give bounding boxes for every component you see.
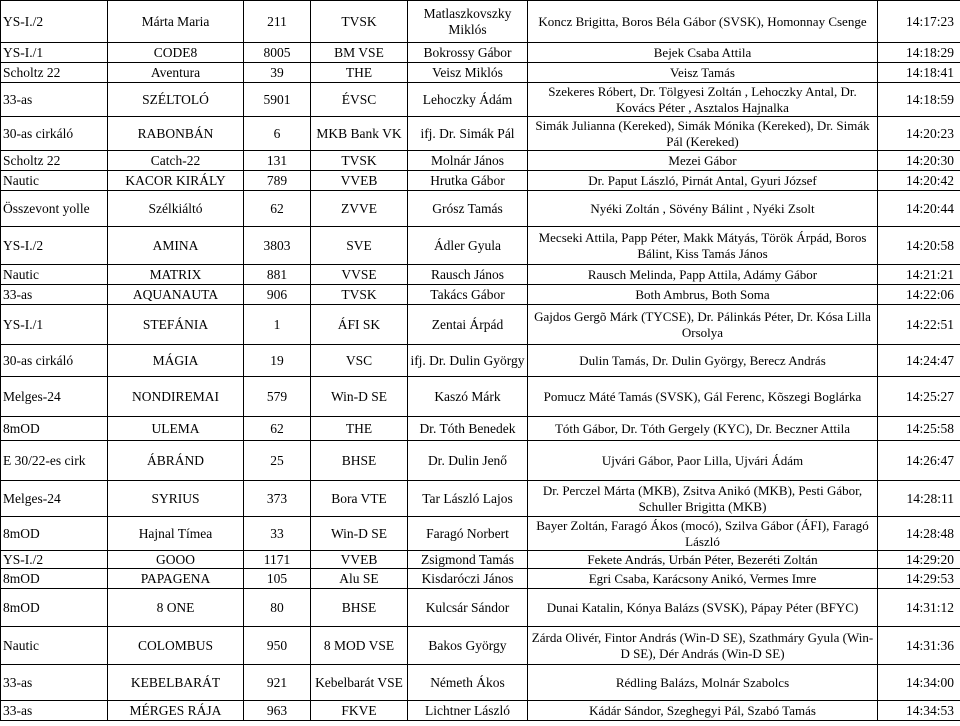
club-cell: BHSE xyxy=(311,441,408,481)
helmsman-cell: ifj. Dr. Dulin György xyxy=(408,345,528,377)
crew-cell: Koncz Brigitta, Boros Béla Gábor (SVSK), Homonnay Csenge xyxy=(528,1,878,43)
sail-number-cell: 921 xyxy=(244,665,311,701)
class-cell: E 30/22-es cirk xyxy=(1,441,108,481)
boat-name-cell: STEFÁNIA xyxy=(108,305,244,345)
table-row xyxy=(1,441,960,481)
class-cell: YS-I./2 xyxy=(1,551,108,569)
crew-cell: Rédling Balázs, Molnár Szabolcs xyxy=(528,665,878,701)
sail-number-cell: 579 xyxy=(244,377,311,417)
table-row xyxy=(1,43,960,63)
club-cell: Win-D SE xyxy=(311,517,408,551)
table-row xyxy=(1,171,960,191)
club-cell: TVSK xyxy=(311,285,408,305)
club-cell: ÉVSC xyxy=(311,83,408,117)
helmsman-cell: Hrutka Gábor xyxy=(408,171,528,191)
club-cell: TVSK xyxy=(311,1,408,43)
table-row xyxy=(1,227,960,265)
club-cell: ÁFI SK xyxy=(311,305,408,345)
finish-time-cell: 14:20:30 xyxy=(878,151,960,171)
class-cell: 8mOD xyxy=(1,417,108,441)
crew-cell: Rausch Melinda, Papp Attila, Adámy Gábor xyxy=(528,265,878,285)
sail-number-cell: 3803 xyxy=(244,227,311,265)
sail-number-cell: 6 xyxy=(244,117,311,151)
boat-name-cell: KACOR KIRÁLY xyxy=(108,171,244,191)
boat-name-cell: SZÉLTOLÓ xyxy=(108,83,244,117)
class-cell: YS-I./1 xyxy=(1,305,108,345)
finish-time-cell: 14:26:47 xyxy=(878,441,960,481)
boat-name-cell: Hajnal Tímea xyxy=(108,517,244,551)
helmsman-cell: Rausch János xyxy=(408,265,528,285)
helmsman-cell: ifj. Dr. Simák Pál xyxy=(408,117,528,151)
class-cell: 33-as xyxy=(1,83,108,117)
sail-number-cell: 62 xyxy=(244,417,311,441)
boat-name-cell: MÉRGES RÁJA xyxy=(108,701,244,721)
finish-time-cell: 14:34:53 xyxy=(878,701,960,721)
club-cell: VSC xyxy=(311,345,408,377)
finish-time-cell: 14:22:06 xyxy=(878,285,960,305)
helmsman-cell: Faragó Norbert xyxy=(408,517,528,551)
class-cell: Nautic xyxy=(1,265,108,285)
boat-name-cell: ÁBRÁND xyxy=(108,441,244,481)
helmsman-cell: Grósz Tamás xyxy=(408,191,528,227)
sail-number-cell: 33 xyxy=(244,517,311,551)
class-cell: YS-I./2 xyxy=(1,1,108,43)
finish-time-cell: 14:25:27 xyxy=(878,377,960,417)
boat-name-cell: Szélkiáltó xyxy=(108,191,244,227)
table-row xyxy=(1,285,960,305)
sail-number-cell: 950 xyxy=(244,627,311,665)
boat-name-cell: PAPAGENA xyxy=(108,569,244,589)
finish-time-cell: 14:22:51 xyxy=(878,305,960,345)
table-row xyxy=(1,83,960,117)
boat-name-cell: MÁGIA xyxy=(108,345,244,377)
club-cell: SVE xyxy=(311,227,408,265)
sail-number-cell: 373 xyxy=(244,481,311,517)
helmsman-cell: Zentai Árpád xyxy=(408,305,528,345)
finish-time-cell: 14:29:53 xyxy=(878,569,960,589)
boat-name-cell: Márta Maria xyxy=(108,1,244,43)
crew-cell: Gajdos Gergõ Márk (TYCSE), Dr. Pálinkás Péter, Dr. Kósa Lilla Orsolya xyxy=(528,305,878,345)
table-row xyxy=(1,191,960,227)
sail-number-cell: 80 xyxy=(244,589,311,627)
crew-cell: Mecseki Attila, Papp Péter, Makk Mátyás, Török Árpád, Boros Bálint, Kiss Tamás János xyxy=(528,227,878,265)
boat-name-cell: KEBELBARÁT xyxy=(108,665,244,701)
class-cell: 8mOD xyxy=(1,569,108,589)
crew-cell: Both Ambrus, Both Soma xyxy=(528,285,878,305)
finish-time-cell: 14:29:20 xyxy=(878,551,960,569)
class-cell: Nautic xyxy=(1,627,108,665)
boat-name-cell: GOOO xyxy=(108,551,244,569)
club-cell: Alu SE xyxy=(311,569,408,589)
helmsman-cell: Ádler Gyula xyxy=(408,227,528,265)
crew-cell: Kádár Sándor, Szeghegyi Pál, Szabó Tamás xyxy=(528,701,878,721)
class-cell: Nautic xyxy=(1,171,108,191)
finish-time-cell: 14:20:44 xyxy=(878,191,960,227)
finish-time-cell: 14:28:11 xyxy=(878,481,960,517)
helmsman-cell: Veisz Miklós xyxy=(408,63,528,83)
club-cell: VVEB xyxy=(311,551,408,569)
sail-number-cell: 19 xyxy=(244,345,311,377)
class-cell: Összevont yolle xyxy=(1,191,108,227)
helmsman-cell: Lichtner László xyxy=(408,701,528,721)
crew-cell: Simák Julianna (Kereked), Simák Mónika (Kereked), Dr. Simák Pál (Kereked) xyxy=(528,117,878,151)
sail-number-cell: 789 xyxy=(244,171,311,191)
class-cell: Scholtz 22 xyxy=(1,63,108,83)
crew-cell: Ujvári Gábor, Paor Lilla, Ujvári Ádám xyxy=(528,441,878,481)
class-cell: 33-as xyxy=(1,665,108,701)
crew-cell: Veisz Tamás xyxy=(528,63,878,83)
class-cell: YS-I./2 xyxy=(1,227,108,265)
club-cell: BM VSE xyxy=(311,43,408,63)
table-row xyxy=(1,517,960,551)
sail-number-cell: 62 xyxy=(244,191,311,227)
club-cell: VVSE xyxy=(311,265,408,285)
club-cell: Win-D SE xyxy=(311,377,408,417)
results-body xyxy=(1,1,960,721)
boat-name-cell: CODE8 xyxy=(108,43,244,63)
club-cell: VVEB xyxy=(311,171,408,191)
boat-name-cell: AQUANAUTA xyxy=(108,285,244,305)
club-cell: FKVE xyxy=(311,701,408,721)
crew-cell: Zárda Olivér, Fintor András (Win-D SE), Szathmáry Gyula (Win-D SE), Dér András (Win-D SE) xyxy=(528,627,878,665)
finish-time-cell: 14:20:23 xyxy=(878,117,960,151)
table-row xyxy=(1,417,960,441)
finish-time-cell: 14:17:23 xyxy=(878,1,960,43)
boat-name-cell: MATRIX xyxy=(108,265,244,285)
sail-number-cell: 131 xyxy=(244,151,311,171)
table-row xyxy=(1,305,960,345)
class-cell: 8mOD xyxy=(1,589,108,627)
club-cell: TVSK xyxy=(311,151,408,171)
finish-time-cell: 14:20:58 xyxy=(878,227,960,265)
helmsman-cell: Matlaszkovszky Miklós xyxy=(408,1,528,43)
boat-name-cell: AMINA xyxy=(108,227,244,265)
table-row xyxy=(1,481,960,517)
helmsman-cell: Lehoczky Ádám xyxy=(408,83,528,117)
class-cell: 33-as xyxy=(1,285,108,305)
table-row xyxy=(1,627,960,665)
club-cell: Kebelbarát VSE xyxy=(311,665,408,701)
finish-time-cell: 14:18:59 xyxy=(878,83,960,117)
crew-cell: Szekeres Róbert, Dr. Tölgyesi Zoltán , Lehoczky Antal, Dr. Kovács Péter , Asztalos Hajnalka xyxy=(528,83,878,117)
club-cell: MKB Bank VK xyxy=(311,117,408,151)
crew-cell: Dulin Tamás, Dr. Dulin György, Berecz András xyxy=(528,345,878,377)
class-cell: YS-I./1 xyxy=(1,43,108,63)
crew-cell: Fekete András, Urbán Péter, Bezeréti Zoltán xyxy=(528,551,878,569)
table-row xyxy=(1,569,960,589)
helmsman-cell: Takács Gábor xyxy=(408,285,528,305)
helmsman-cell: Dr. Tóth Benedek xyxy=(408,417,528,441)
finish-time-cell: 14:28:48 xyxy=(878,517,960,551)
crew-cell: Bejek Csaba Attila xyxy=(528,43,878,63)
helmsman-cell: Dr. Dulin Jenő xyxy=(408,441,528,481)
finish-time-cell: 14:18:29 xyxy=(878,43,960,63)
table-row xyxy=(1,117,960,151)
boat-name-cell: SYRIUS xyxy=(108,481,244,517)
crew-cell: Dr. Perczel Márta (MKB), Zsitva Anikó (MKB), Pesti Gábor, Schuller Brigitta (MKB) xyxy=(528,481,878,517)
helmsman-cell: Molnár János xyxy=(408,151,528,171)
sail-number-cell: 881 xyxy=(244,265,311,285)
table-row xyxy=(1,377,960,417)
class-cell: Melges-24 xyxy=(1,377,108,417)
helmsman-cell: Kaszó Márk xyxy=(408,377,528,417)
helmsman-cell: Németh Ákos xyxy=(408,665,528,701)
boat-name-cell: NONDIREMAI xyxy=(108,377,244,417)
crew-cell: Nyéki Zoltán , Sövény Bálint , Nyéki Zsolt xyxy=(528,191,878,227)
table-row xyxy=(1,63,960,83)
sail-number-cell: 1 xyxy=(244,305,311,345)
finish-time-cell: 14:21:21 xyxy=(878,265,960,285)
club-cell: 8 MOD VSE xyxy=(311,627,408,665)
table-row xyxy=(1,551,960,569)
table-row xyxy=(1,265,960,285)
crew-cell: Dr. Paput László, Pirnát Antal, Gyuri József xyxy=(528,171,878,191)
table-row xyxy=(1,589,960,627)
helmsman-cell: Zsigmond Tamás xyxy=(408,551,528,569)
crew-cell: Dunai Katalin, Kónya Balázs (SVSK), Pápay Péter (BFYC) xyxy=(528,589,878,627)
helmsman-cell: Bakos György xyxy=(408,627,528,665)
club-cell: BHSE xyxy=(311,589,408,627)
club-cell: THE xyxy=(311,417,408,441)
table-row xyxy=(1,665,960,701)
crew-cell: Egri Csaba, Karácsony Anikó, Vermes Imre xyxy=(528,569,878,589)
club-cell: ZVVE xyxy=(311,191,408,227)
table-row xyxy=(1,1,960,43)
table-row xyxy=(1,151,960,171)
finish-time-cell: 14:31:36 xyxy=(878,627,960,665)
boat-name-cell: COLOMBUS xyxy=(108,627,244,665)
boat-name-cell: RABONBÁN xyxy=(108,117,244,151)
class-cell: Melges-24 xyxy=(1,481,108,517)
boat-name-cell: 8 ONE xyxy=(108,589,244,627)
boat-name-cell: Aventura xyxy=(108,63,244,83)
sail-number-cell: 25 xyxy=(244,441,311,481)
sail-number-cell: 5901 xyxy=(244,83,311,117)
helmsman-cell: Bokrossy Gábor xyxy=(408,43,528,63)
class-cell: 8mOD xyxy=(1,517,108,551)
club-cell: Bora VTE xyxy=(311,481,408,517)
table-row xyxy=(1,701,960,721)
class-cell: 30-as cirkáló xyxy=(1,117,108,151)
finish-time-cell: 14:18:41 xyxy=(878,63,960,83)
boat-name-cell: ULEMA xyxy=(108,417,244,441)
finish-time-cell: 14:25:58 xyxy=(878,417,960,441)
table-row xyxy=(1,345,960,377)
helmsman-cell: Kulcsár Sándor xyxy=(408,589,528,627)
sail-number-cell: 211 xyxy=(244,1,311,43)
crew-cell: Pomucz Máté Tamás (SVSK), Gál Ferenc, Kõszegi Boglárka xyxy=(528,377,878,417)
class-cell: 30-as cirkáló xyxy=(1,345,108,377)
helmsman-cell: Kisdaróczi János xyxy=(408,569,528,589)
class-cell: 33-as xyxy=(1,701,108,721)
crew-cell: Tóth Gábor, Dr. Tóth Gergely (KYC), Dr. Beczner Attila xyxy=(528,417,878,441)
sail-number-cell: 963 xyxy=(244,701,311,721)
sail-number-cell: 39 xyxy=(244,63,311,83)
class-cell: Scholtz 22 xyxy=(1,151,108,171)
club-cell: THE xyxy=(311,63,408,83)
finish-time-cell: 14:34:00 xyxy=(878,665,960,701)
finish-time-cell: 14:24:47 xyxy=(878,345,960,377)
sail-number-cell: 8005 xyxy=(244,43,311,63)
sail-number-cell: 105 xyxy=(244,569,311,589)
finish-time-cell: 14:20:42 xyxy=(878,171,960,191)
crew-cell: Bayer Zoltán, Faragó Ákos (mocó), Szilva Gábor (ÁFI), Faragó László xyxy=(528,517,878,551)
helmsman-cell: Tar László Lajos xyxy=(408,481,528,517)
crew-cell: Mezei Gábor xyxy=(528,151,878,171)
sail-number-cell: 906 xyxy=(244,285,311,305)
finish-time-cell: 14:31:12 xyxy=(878,589,960,627)
boat-name-cell: Catch-22 xyxy=(108,151,244,171)
sail-number-cell: 1171 xyxy=(244,551,311,569)
